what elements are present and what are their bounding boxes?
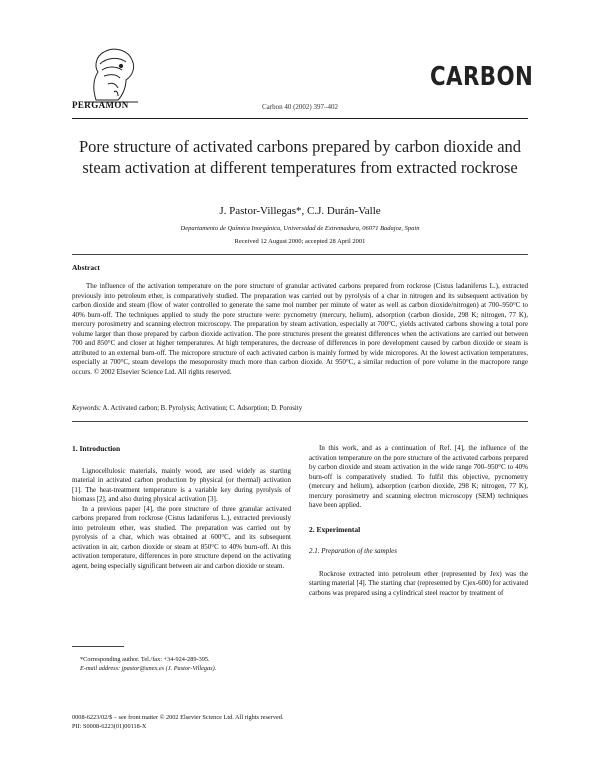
intro-paragraph-3: In this work, and as a continuation of Ref. [4], the influence of the activation temperature on the pore structure of the activated carbons prepared by carbon dioxide and steam activation in the wide range 700–950°C to 40% burn-off is comparatively studied. To fulfil this objective, pycnometry (mercury and helium), adsorption (carbon dioxide, 298 K; nitrogen, 77 K), mercury porosimetry and scanning electron microscopy (SEM) techniques have been applied. bbox=[309, 444, 528, 509]
subsection-heading-preparation: 2.1. Preparation of the samples bbox=[309, 547, 398, 555]
journal-name: CARBON bbox=[430, 62, 534, 92]
authors: J. Pastor-Villegas*, C.J. Durán-Valle bbox=[219, 205, 381, 217]
paper-title: Pore structure of activated carbons prepared by carbon dioxide and steam activation at different temperatures from extracted rockrose bbox=[78, 137, 522, 177]
keywords-rule bbox=[72, 421, 528, 422]
footnotes bbox=[72, 655, 291, 673]
section-heading-experimental: 2. Experimental bbox=[309, 524, 361, 534]
abstract-heading: Abstract bbox=[72, 263, 100, 272]
email-note: E-mail address: jpastor@unex.es (J. Pastor-Villegas). bbox=[80, 665, 217, 672]
publisher-logo bbox=[74, 42, 148, 104]
received-dates: Received 12 August 2000; accepted 28 April 2001 bbox=[234, 238, 366, 245]
intro-paragraph-1: Lignocellulosic materials, mainly wood, are used widely as starting material in activated carbon production by physical (or thermal) activation [1]. The heat-treatment temperature is a variable key during pyrolysis of biomass [2], and also during physical activation [3]. bbox=[72, 466, 291, 503]
right-column bbox=[309, 444, 528, 598]
journal-citation: Carbon 40 (2002) 397–402 bbox=[261, 103, 339, 111]
header-rule bbox=[72, 118, 528, 119]
abstract-rule bbox=[72, 254, 528, 255]
footnote-rule bbox=[72, 646, 124, 647]
pii-line: PII: S0008-6223(01)00118-X bbox=[72, 723, 147, 730]
abstract-text: The influence of the activation temperature on the pore structure of granular activated carbons prepared from rockrose (Cistus ladaniferus L.), extracted previously into petroleum ether, is comparatively studied. The preparation was carried out by pyrolysis of a char in nitrogen and its subsequent activation by carbon dioxide and steam (flow of water controlled to generate the same mol number per minute of water as well as carbon dioxide/nitrogen) at 700–950°C to 40% burn-off. The techniques applied to study the pore structure were: pycnometry (mercury, helium), adsorption (carbon dioxide, 298 K; nitrogen, 77 K), mercury porosimetry and scanning electron microscopy. The preparation by steam activation, especially at 700°C, yields activated carbons showing a total pore volume larger than those prepared by carbon dioxide activation. The pore structures present the greatest differences when the activations are carried out between 700 and 850°C and closer at higher temperatures. At high temperatures, the decrease of differences in pore development caused by carbon dioxide or steam is attributed to an external burn-off. The micropore structure of each activated carbon is mainly formed by wide micropores. At the lowest activation temperatures, especially at 700°C, steam develops the mesoporosity much more than carbon dioxide. At 950°C, a similar reduction of pore volume in the macropore range occurs. © 2002 Elsevier Science Ltd. All rights reserved. bbox=[72, 282, 528, 376]
affiliation: Departamento de Química Inorgánica, Universidad de Extremadura, 06071 Badajoz, Spain bbox=[180, 225, 420, 232]
issn-line: 0008-6223/02/$ – see front matter © 2002 Elsevier Science Ltd. All rights reserved. bbox=[72, 714, 284, 721]
section-heading-introduction: 1. Introduction bbox=[72, 444, 121, 453]
experimental-paragraph-1: Rockrose extracted into petroleum ether (represented by Jex) was the starting material [4]. The starting char (represented by Cjex-600) for activated carbons was prepared using a cylindrical steel reactor by treatment of bbox=[309, 569, 528, 597]
keywords-text: A. Activated carbon; B. Pyrolysis; Activation; C. Adsorption; D. Porosity bbox=[102, 405, 303, 412]
corresponding-author-note: *Corresponding author. Tel./fax: +34-924-289-395. bbox=[80, 656, 210, 663]
keywords-label: Keywords: bbox=[72, 405, 102, 412]
front-matter bbox=[72, 713, 528, 731]
publisher-name: PERGAMON bbox=[72, 100, 129, 110]
keywords bbox=[72, 405, 528, 412]
intro-paragraph-2: In a previous paper [4], the pore structure of three granular activated carbons prepared from rockrose (Cistus ladaniferus L.), extracted previously into petroleum ether, was studied. The preparation was carried out by pyrolysis of a char, which was obtained at 600°C, and its subsequent activation in air, carbon dioxide or steam at 850°C to 40% burn-off. At this activation temperature, differences in pore structure depend on the activating agent, being especially significant between air and carbon dioxide or steam. bbox=[72, 504, 291, 570]
left-column bbox=[72, 444, 291, 571]
